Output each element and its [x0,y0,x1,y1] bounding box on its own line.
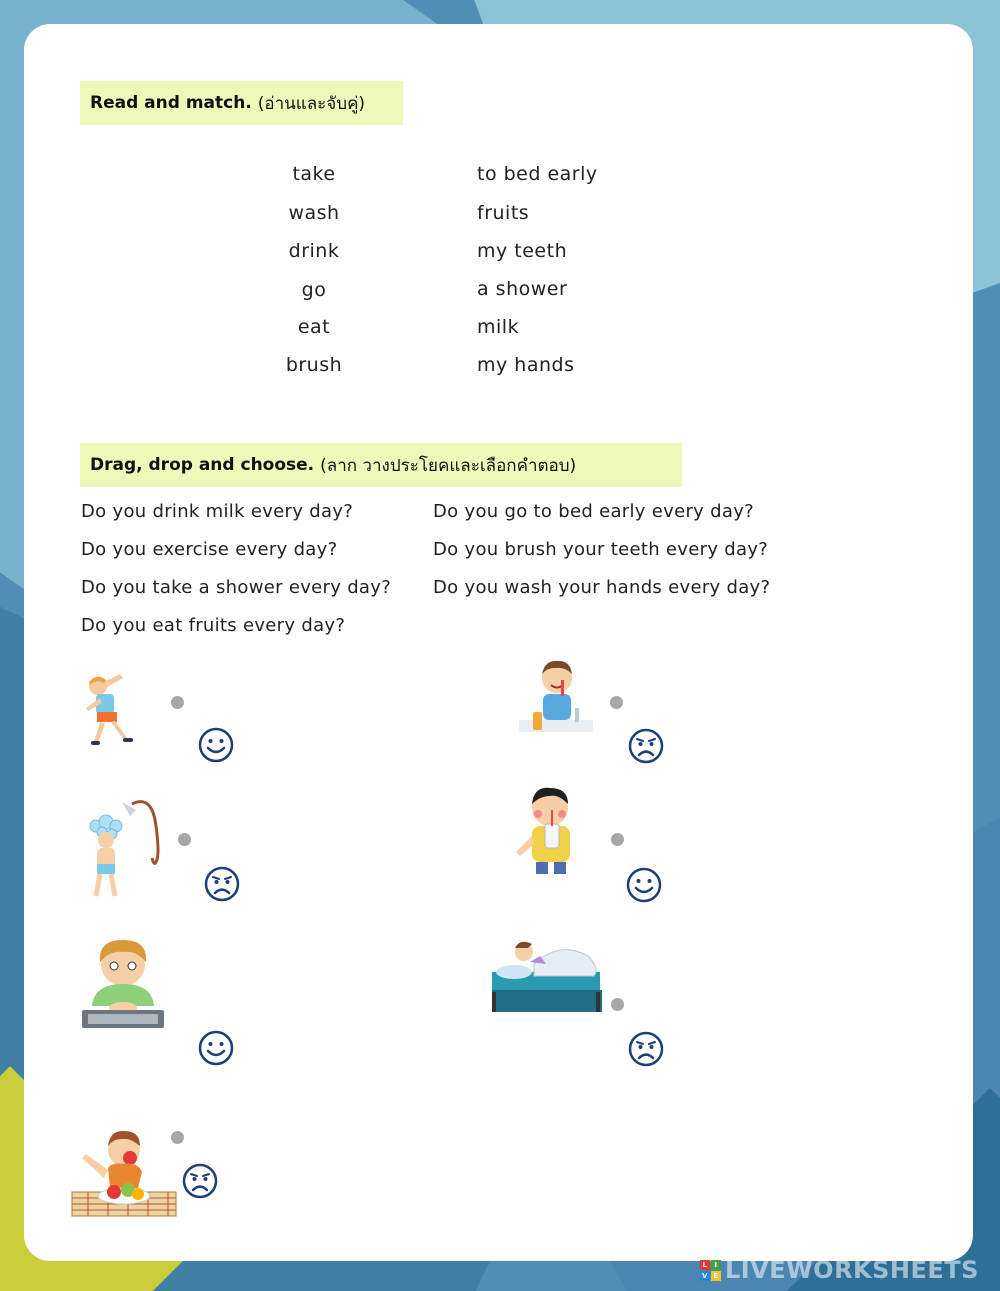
phrase-item[interactable]: my teeth [477,240,568,262]
wash-hands-picture [80,936,166,1032]
question-card[interactable]: Do you exercise every day? [81,539,338,560]
sad-face-icon[interactable] [182,1163,218,1199]
liveworksheets-logo-icon: L I V E [700,1260,721,1281]
drop-target-dot[interactable] [610,696,623,709]
verb-item[interactable]: take [292,163,336,185]
drop-target-dot[interactable] [611,998,624,1011]
liveworksheets-watermark [700,1256,979,1284]
brush-teeth-picture [515,654,599,742]
sleep-picture [490,934,604,1014]
watermark-text: LIVEWORKSHEETS [725,1256,979,1284]
sad-face-icon[interactable] [628,728,664,764]
section1-header [80,81,403,125]
section2-header [80,443,682,487]
shower-picture [82,796,168,900]
drop-target-dot[interactable] [171,696,184,709]
happy-face-icon[interactable] [626,867,662,903]
worksheet-page [24,24,973,1261]
exercise-picture [80,672,144,748]
happy-face-icon[interactable] [198,1030,234,1066]
phrase-item[interactable]: a shower [477,278,568,300]
verb-item[interactable]: wash [288,202,340,224]
happy-face-icon[interactable] [198,727,234,763]
question-card[interactable]: Do you eat fruits every day? [81,615,346,636]
verb-item[interactable]: go [301,279,327,301]
question-card[interactable]: Do you drink milk every day? [81,501,354,522]
phrase-item[interactable]: to bed early [477,163,598,185]
question-card[interactable]: Do you go to bed early every day? [433,501,755,522]
drop-target-dot[interactable] [171,1131,184,1144]
phrase-item[interactable]: fruits [477,202,530,224]
section1-title: Read and match. [90,93,252,113]
phrase-item[interactable]: milk [477,316,520,338]
drop-target-dot[interactable] [611,833,624,846]
question-card[interactable]: Do you wash your hands every day? [433,577,771,598]
phrase-item[interactable]: my hands [477,354,575,376]
eat-fruits-picture [68,1128,180,1220]
drop-target-dot[interactable] [178,833,191,846]
section2-title-thai: (ลาก วางประโยคและเลือกคำตอบ) [320,455,577,476]
verb-item[interactable]: drink [288,240,340,262]
question-card[interactable]: Do you take a shower every day? [81,577,392,598]
sad-face-icon[interactable] [204,866,240,902]
section2-title: Drag, drop and choose. [90,455,315,475]
sad-face-icon[interactable] [628,1031,664,1067]
verb-item[interactable]: brush [285,354,343,376]
verb-item[interactable]: eat [297,316,331,338]
question-card[interactable]: Do you brush your teeth every day? [433,539,769,560]
section1-title-thai: (อ่านและจับคู่) [257,93,366,114]
drink-milk-picture [512,784,584,878]
